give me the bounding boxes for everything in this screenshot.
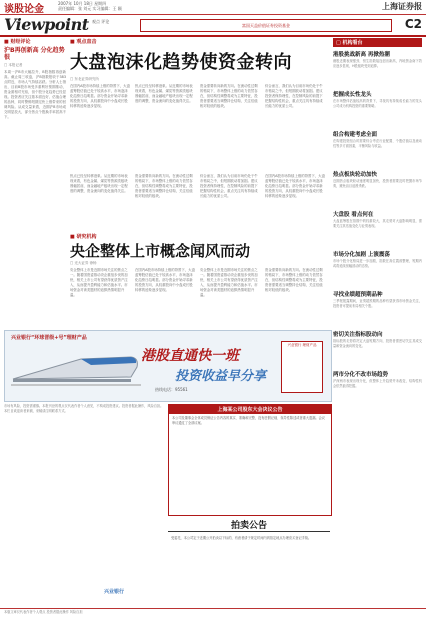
right-item-title: 两市分化不改市场趋势: [333, 372, 389, 378]
bank-logo: 兴业银行: [104, 589, 125, 595]
main-text-columns-2: [70, 174, 330, 232]
notice-text: 本公司及董事会全体成员保证公告内容的真实、准确和完整，没有虚假记载、误导性陈述或者重大遗漏。会议审议通过了全部议案。: [172, 416, 325, 425]
right-item-title: 市场分化加剧 上演震荡: [333, 252, 390, 258]
main-col-2: 热点已经呈转移迹象。从近期的市场表现来看，有色金属、煤炭等资源类板块涨幅居前，而金融地产板块出现一定程度的调整，资金流向的变化值得关注。: [135, 84, 193, 103]
section-subtitle: 观点 评论: [92, 19, 110, 24]
main-text-columns: [70, 84, 330, 174]
right-item-text: 指标股的走势将决定大盘短期方向，投资者需密切关注其成交量和资金流向的变化。: [333, 339, 422, 348]
page-number: C2: [404, 17, 422, 31]
second-byline: □ 光大证券 徐杨: [70, 261, 97, 265]
second-col-2: 在国内A股市场持续上涨的背景下，大盘蓝筹股估值已处于较高水平，市场泡沫化趋势日趋明显。部分资金开始寻求新的投资方向，从权重股向中小盘成长股转移的迹象逐步显现。: [135, 268, 195, 292]
top-masthead: [0, 0, 426, 15]
main-col-1: 在国内A股市场持续上涨的背景下，大盘蓝筹股估值已处于较高水平，市场泡沫化趋势日趋明显。部分资金开始寻求新的投资方向，从权重股向中小盘成长股转移的迹象逐步显现。: [70, 84, 130, 108]
main-col-3: 资金需要转向新的方向。在流动性过剩的格局下，市场整体上涨的动力依然存在，但结构性调整将成为主要特征，投资者需要适当调整持仓结构，关注估值相对较低的板块。: [200, 84, 258, 108]
ad-badge: 兴业银行 理财产品: [281, 341, 323, 393]
right-item-title: 把握成长性龙头: [333, 92, 372, 98]
main-article: [70, 38, 330, 323]
ad-hotline: 热线电话：95561: [155, 387, 188, 392]
ad-title: 兴业银行“环球晋级+号”理财产品: [11, 335, 87, 341]
main-col-1b: 热点已经呈转移迹象。从近期的市场表现来看，有色金属、煤炭等资源类板块涨幅居前，而金融地产板块出现一定程度的调整，资金流向的变化值得关注。: [70, 174, 128, 193]
right-item-title: 热点板块轮动加快: [333, 172, 378, 178]
train-illustration: [11, 347, 141, 389]
lower-left-text: 市场有风险，投资需谨慎。本报刊登的观点仅代表作者个人意见，不构成投资建议。投资者据此操作，风险自担。本栏目欢迎读者来稿，来稿请注明联系方式。: [4, 404, 164, 413]
notice-head: 上海某公司股东大会决议公告: [169, 405, 331, 414]
main-col-4: 综合而言，我们认为目前市场仍处于牛市格局之中，但短期波动将加剧。建议投资者保持理性，在控制风险的前提下把握结构性机会，重点关注具有持续成长能力的优质公司。: [265, 84, 323, 108]
right-item-title: 密切关注指标股动向: [333, 332, 383, 338]
right-item-title: 港股挑战新高 再掀热潮: [333, 52, 390, 58]
second-col-1: 央企整体上市是近期市场关注的焦点之一。随着国资委推动央企重组步伐的加快，相关上市公司有望获得优质资产注入，从而提升盈利能力和估值水平。市场资金对该类题材的追捧热情明显升温。: [70, 268, 128, 297]
auction-notice: [168, 518, 330, 606]
left-kicker: ■ 财经评论: [4, 39, 31, 45]
right-items-list: [333, 50, 422, 407]
second-col-3: 央企整体上市是近期市场关注的焦点之一。随着国资委推动央企重组步伐的加快，相关上市公司有望获得优质资产注入，从而提升盈利能力和估值水平。市场资金对该类题材的追捧热情明显升温。: [200, 268, 258, 297]
right-item-title: 大盘股 看点何在: [333, 212, 374, 218]
right-item-text: 三季报披露期间，业绩超预期的品种有望获得市场资金关注，投资者可提前布局相关个股。: [333, 299, 422, 308]
right-item-text: 在构建投资组合时需要综合考虑行业配置、个股估值以及流动性等多方面因素，平衡风险与收益。: [333, 139, 422, 148]
right-item-text: 在市场整体估值较高的背景下，寻找具有持续成长能力的龙头公司成为机构投资的重要策略。: [333, 99, 422, 108]
second-article: [70, 233, 330, 326]
second-kicker: ■ 研究机构: [70, 234, 97, 240]
right-item-text: 沪深两市表现出现分化，但整体上升趋势并未改变，结构性机会依然值得挖掘。: [333, 379, 422, 388]
main-col-4b: 在国内A股市场持续上涨的背景下，大盘蓝筹股估值已处于较高水平，市场泡沫化趋势日趋明显。部分资金开始寻求新的投资方向，从权重股向中小盘成长股转移的迹象逐步显现。: [265, 174, 325, 198]
bank-ad-banner[interactable]: [4, 330, 332, 402]
main-col-3b: 综合而言，我们认为目前市场仍处于牛市格局之中，但短期波动将加剧。建议投资者保持理性，在控制风险的前提下把握结构性机会，重点关注具有持续成长能力的优质公司。: [200, 174, 258, 198]
page-footer: 本版文章仅代表作者个人观点 投资者据此操作 风险自担: [0, 608, 426, 622]
ad-slogan-1: 港股直通快一班: [141, 348, 239, 364]
auction-title: 拍卖公告: [168, 518, 330, 532]
section-title: Viewpoint: [4, 15, 89, 34]
header-ad-strip: 富国天益价值证券投资基金: [140, 19, 392, 32]
date-text: 2007年 10月 18日 星期四: [58, 1, 107, 6]
main-kicker: ■ 观点直击: [70, 39, 97, 45]
left-headline: 沪B再创新高 分化趋势很: [4, 47, 65, 61]
left-byline: □ 本报记者: [4, 63, 23, 67]
second-col-4: 资金需要转向新的方向。在流动性过剩的格局下，市场整体上涨的动力依然存在，但结构性调整将成为主要特征，投资者需要适当调整持仓结构，关注估值相对较低的板块。: [265, 268, 323, 292]
main-col-2b: 资金需要转向新的方向。在流动性过剩的格局下，市场整体上涨的动力依然存在，但结构性调整将成为主要特征，投资者需要适当调整持仓结构，关注估值相对较低的板块。: [135, 174, 193, 198]
paper-name: 上海证券报: [382, 1, 422, 11]
right-item-text: 市场个股分化格局进一步加剧，指数在高位震荡整理，短期内或将延续宽幅波动的态势。: [333, 259, 422, 268]
right-column: [333, 38, 422, 606]
lower-left-block: [4, 404, 164, 604]
company-notice: [168, 404, 332, 516]
date-line: [58, 1, 268, 11]
right-item-text: 大盘蓝筹股在指数中的权重较大，其走势对大盘影响明显，需要关注其估值变化与业绩表现。: [333, 219, 422, 228]
left-column: [4, 38, 66, 328]
right-item-text: 港股近期表现强劲，恒生指数接连创出新高，内地资金南下效应逐步显现，H股板块受到追捧。: [333, 59, 422, 68]
contact-text: 责任编辑：张 刘元 实习编辑：王 颖: [58, 6, 122, 11]
right-item-title: 寻找业绩超预期品种: [333, 292, 383, 298]
main-headline: 大盘泡沫化趋势使资金转向: [70, 52, 292, 73]
main-byline: □ 东北证券研究所: [70, 77, 99, 81]
section-brand: 谈股论金: [4, 4, 44, 15]
section-bar: [0, 15, 426, 37]
second-headline: 央企整体上市概念闻风而动: [70, 242, 251, 260]
right-column-header: □ 机构看台: [333, 38, 422, 47]
auction-text: 受委托，本公司定于近期公开拍卖以下标的，有意者请于规定时间内到指定地点办理竞买登记手续。: [171, 536, 312, 540]
ad-slogan-2: 投资收益早分享: [175, 369, 267, 384]
right-item-title: 组合构建考虑全面: [333, 132, 378, 138]
right-item-text: 近期热点板块轮动速度明显加快，投资者需要及时把握市场节奏，避免盲目追涨杀跌。: [333, 179, 422, 188]
left-body: 本周一沪B市大幅拉升，B股指数再创新高。截止周三收盘，沪B指数报收于383点附近，市场人气持续活跃。分析人士指出，目前B股市场受多重利好预期推动，资金面相对充裕，但个股分化趋势已经显现。投资者应关注基本面良好、估值合理的品种，同时警惕短期过快上涨带来的回调风险。从成交量来看，近期沪B市场成交明显放大，部分热点个股换手率居高不下。: [4, 70, 66, 119]
second-text-columns: [70, 268, 330, 326]
